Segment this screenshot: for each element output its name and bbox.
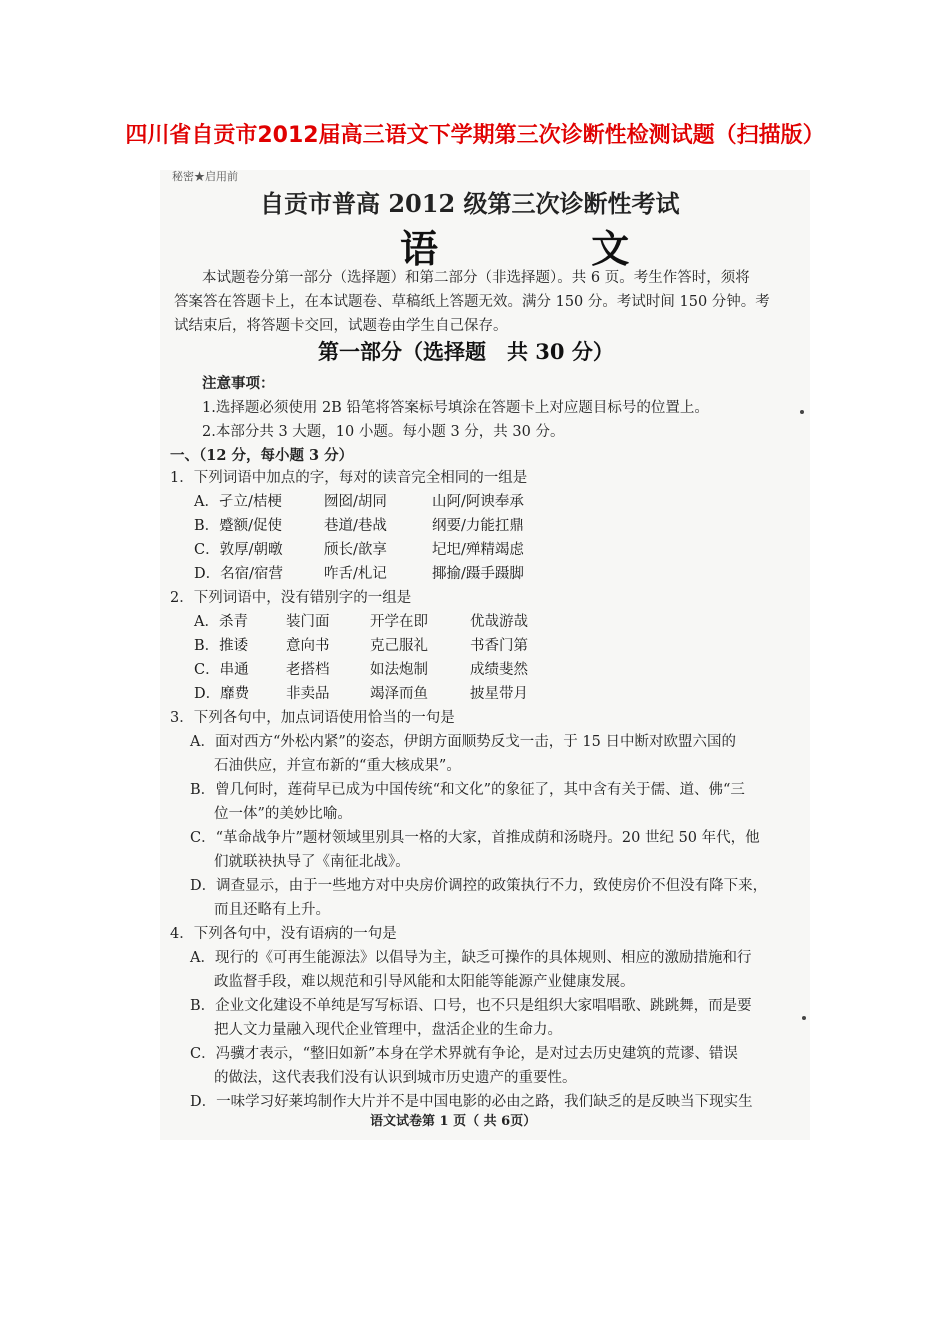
notes-heading: 注意事项： (202, 375, 275, 392)
option-word: 老搭档 (286, 662, 330, 678)
intro-line: 答案答在答题卡上，在本试题卷、草稿纸上答题无效。满分 150 分。考试时间 150 分钟。考 (174, 294, 770, 310)
option-a: A．孑立/桔梗 (194, 494, 282, 510)
option-line: 把人文力量融入现代企业管理中，盘活企业的生命力。 (214, 1022, 562, 1038)
intro-line: 本试题卷分第一部分（选择题）和第二部分（非选择题）。共 6 页。考生作答时，须将 (202, 270, 750, 286)
option-word: 咋舌/札记 (324, 566, 387, 582)
option-line: A．现行的《可再生能源法》以倡导为主，缺乏可操作的具体规则、相应的激励措施和行 (190, 950, 752, 966)
document-title: 四川省自贡市2012届高三语文下学期第三次诊断性检测试题（扫描版） (125, 123, 825, 148)
option-word: 优哉游哉 (470, 614, 528, 630)
option-line: 石油供应，并宣布新的“重大核成果”。 (214, 758, 461, 774)
option-line: C．冯骥才表示，“整旧如新”本身在学术界就有争论，是对过去历史建筑的荒谬、错误 (190, 1046, 738, 1062)
option-line: 位一体”的美妙比喻。 (214, 806, 352, 822)
option-word: 巷道/巷战 (324, 518, 387, 534)
option-word: 圮圯/殚精竭虑 (432, 542, 524, 558)
subject-title: 语 文 (400, 226, 700, 271)
page-footer: 语文试卷第 1 页（ 共 6页） (370, 1114, 537, 1129)
option-c: C．敦厚/朝暾 (194, 542, 283, 558)
option-line: B．曾几何时，莲荷早已成为中国传统“和文化”的象征了，其中含有关于儒、道、佛“三 (190, 782, 745, 798)
note-item: 2.本部分共 3 大题，10 小题。每小题 3 分，共 30 分。 (202, 424, 565, 440)
option-b: B．蹙额/促使 (194, 518, 283, 534)
option-line: D．一味学习好莱坞制作大片并不是中国电影的必由之路，我们缺乏的是反映当下现实生 (190, 1094, 753, 1110)
option-d: D．名宿/宿营 (194, 566, 284, 582)
option-word: 颀长/歆享 (324, 542, 387, 558)
option-word: 如法炮制 (370, 662, 428, 678)
option-d: D．靡费 (194, 686, 250, 702)
scan-speck (800, 410, 804, 414)
question-stem: 4．下列各句中，没有语病的一句是 (170, 926, 397, 942)
option-word: 书香门第 (470, 638, 528, 654)
section-heading: 一、（12 分，每小题 3 分） (170, 447, 354, 464)
question-stem: 1．下列词语中加点的字，每对的读音完全相同的一组是 (170, 470, 528, 486)
exam-title: 自贡市普高 2012 级第三次诊断性考试 (260, 189, 680, 218)
option-word: 装门面 (286, 614, 330, 630)
option-word: 山阿/阿谀奉承 (432, 494, 524, 510)
corner-label: 秘密★启用前 (172, 170, 238, 183)
option-word: 囫囵/胡同 (324, 494, 387, 510)
option-line: 的做法，这代表我们没有认识到城市历史遗产的重要性。 (214, 1070, 577, 1086)
option-word: 揶揄/蹑手蹑脚 (432, 566, 524, 582)
option-word: 纲要/力能扛鼎 (432, 518, 524, 534)
option-line: A．面对西方“外松内紧”的姿态，伊朗方面顺势反戈一击，于 15 日中断对欧盟六国的 (190, 734, 736, 750)
option-word: 披星带月 (470, 686, 528, 702)
scan-speck (802, 1016, 806, 1020)
option-line: 们就联袂执导了《南征北战》。 (214, 854, 410, 870)
question-stem: 2．下列词语中，没有错别字的一组是 (170, 590, 412, 606)
intro-line: 试结束后，将答题卡交回，试题卷由学生自己保存。 (174, 318, 508, 334)
option-word: 成绩斐然 (470, 662, 528, 678)
option-word: 非卖品 (286, 686, 330, 702)
scanned-exam-page (160, 170, 810, 1140)
question-stem: 3．下列各句中，加点词语使用恰当的一句是 (170, 710, 455, 726)
note-item: 1.选择题必须使用 2B 铅笔将答案标号填涂在答题卡上对应题目标号的位置上。 (202, 400, 709, 416)
part1-heading: 第一部分（选择题 共 30 分） (318, 339, 614, 364)
option-c: C．串通 (194, 662, 249, 678)
option-word: 竭泽而鱼 (370, 686, 428, 702)
option-word: 开学在即 (370, 614, 428, 630)
option-line: 政监督手段，难以规范和引导风能和太阳能等能源产业健康发展。 (214, 974, 635, 990)
option-line: C．“革命战争片”题材领域里别具一格的大家，首推成荫和汤晓丹。20 世纪 50 年代，他 (190, 830, 760, 846)
option-word: 克己服礼 (370, 638, 428, 654)
option-b: B．推诿 (194, 638, 249, 654)
option-line: 而且还略有上升。 (214, 902, 330, 918)
option-line: D．调查显示，由于一些地方对中央房价调控的政策执行不力，致使房价不但没有降下来， (190, 878, 768, 894)
option-word: 意向书 (286, 638, 330, 654)
option-a: A．杀青 (194, 614, 248, 630)
option-line: B．企业文化建设不单纯是写写标语、口号，也不只是组织大家唱唱歌、跳跳舞，而是要 (190, 998, 752, 1014)
